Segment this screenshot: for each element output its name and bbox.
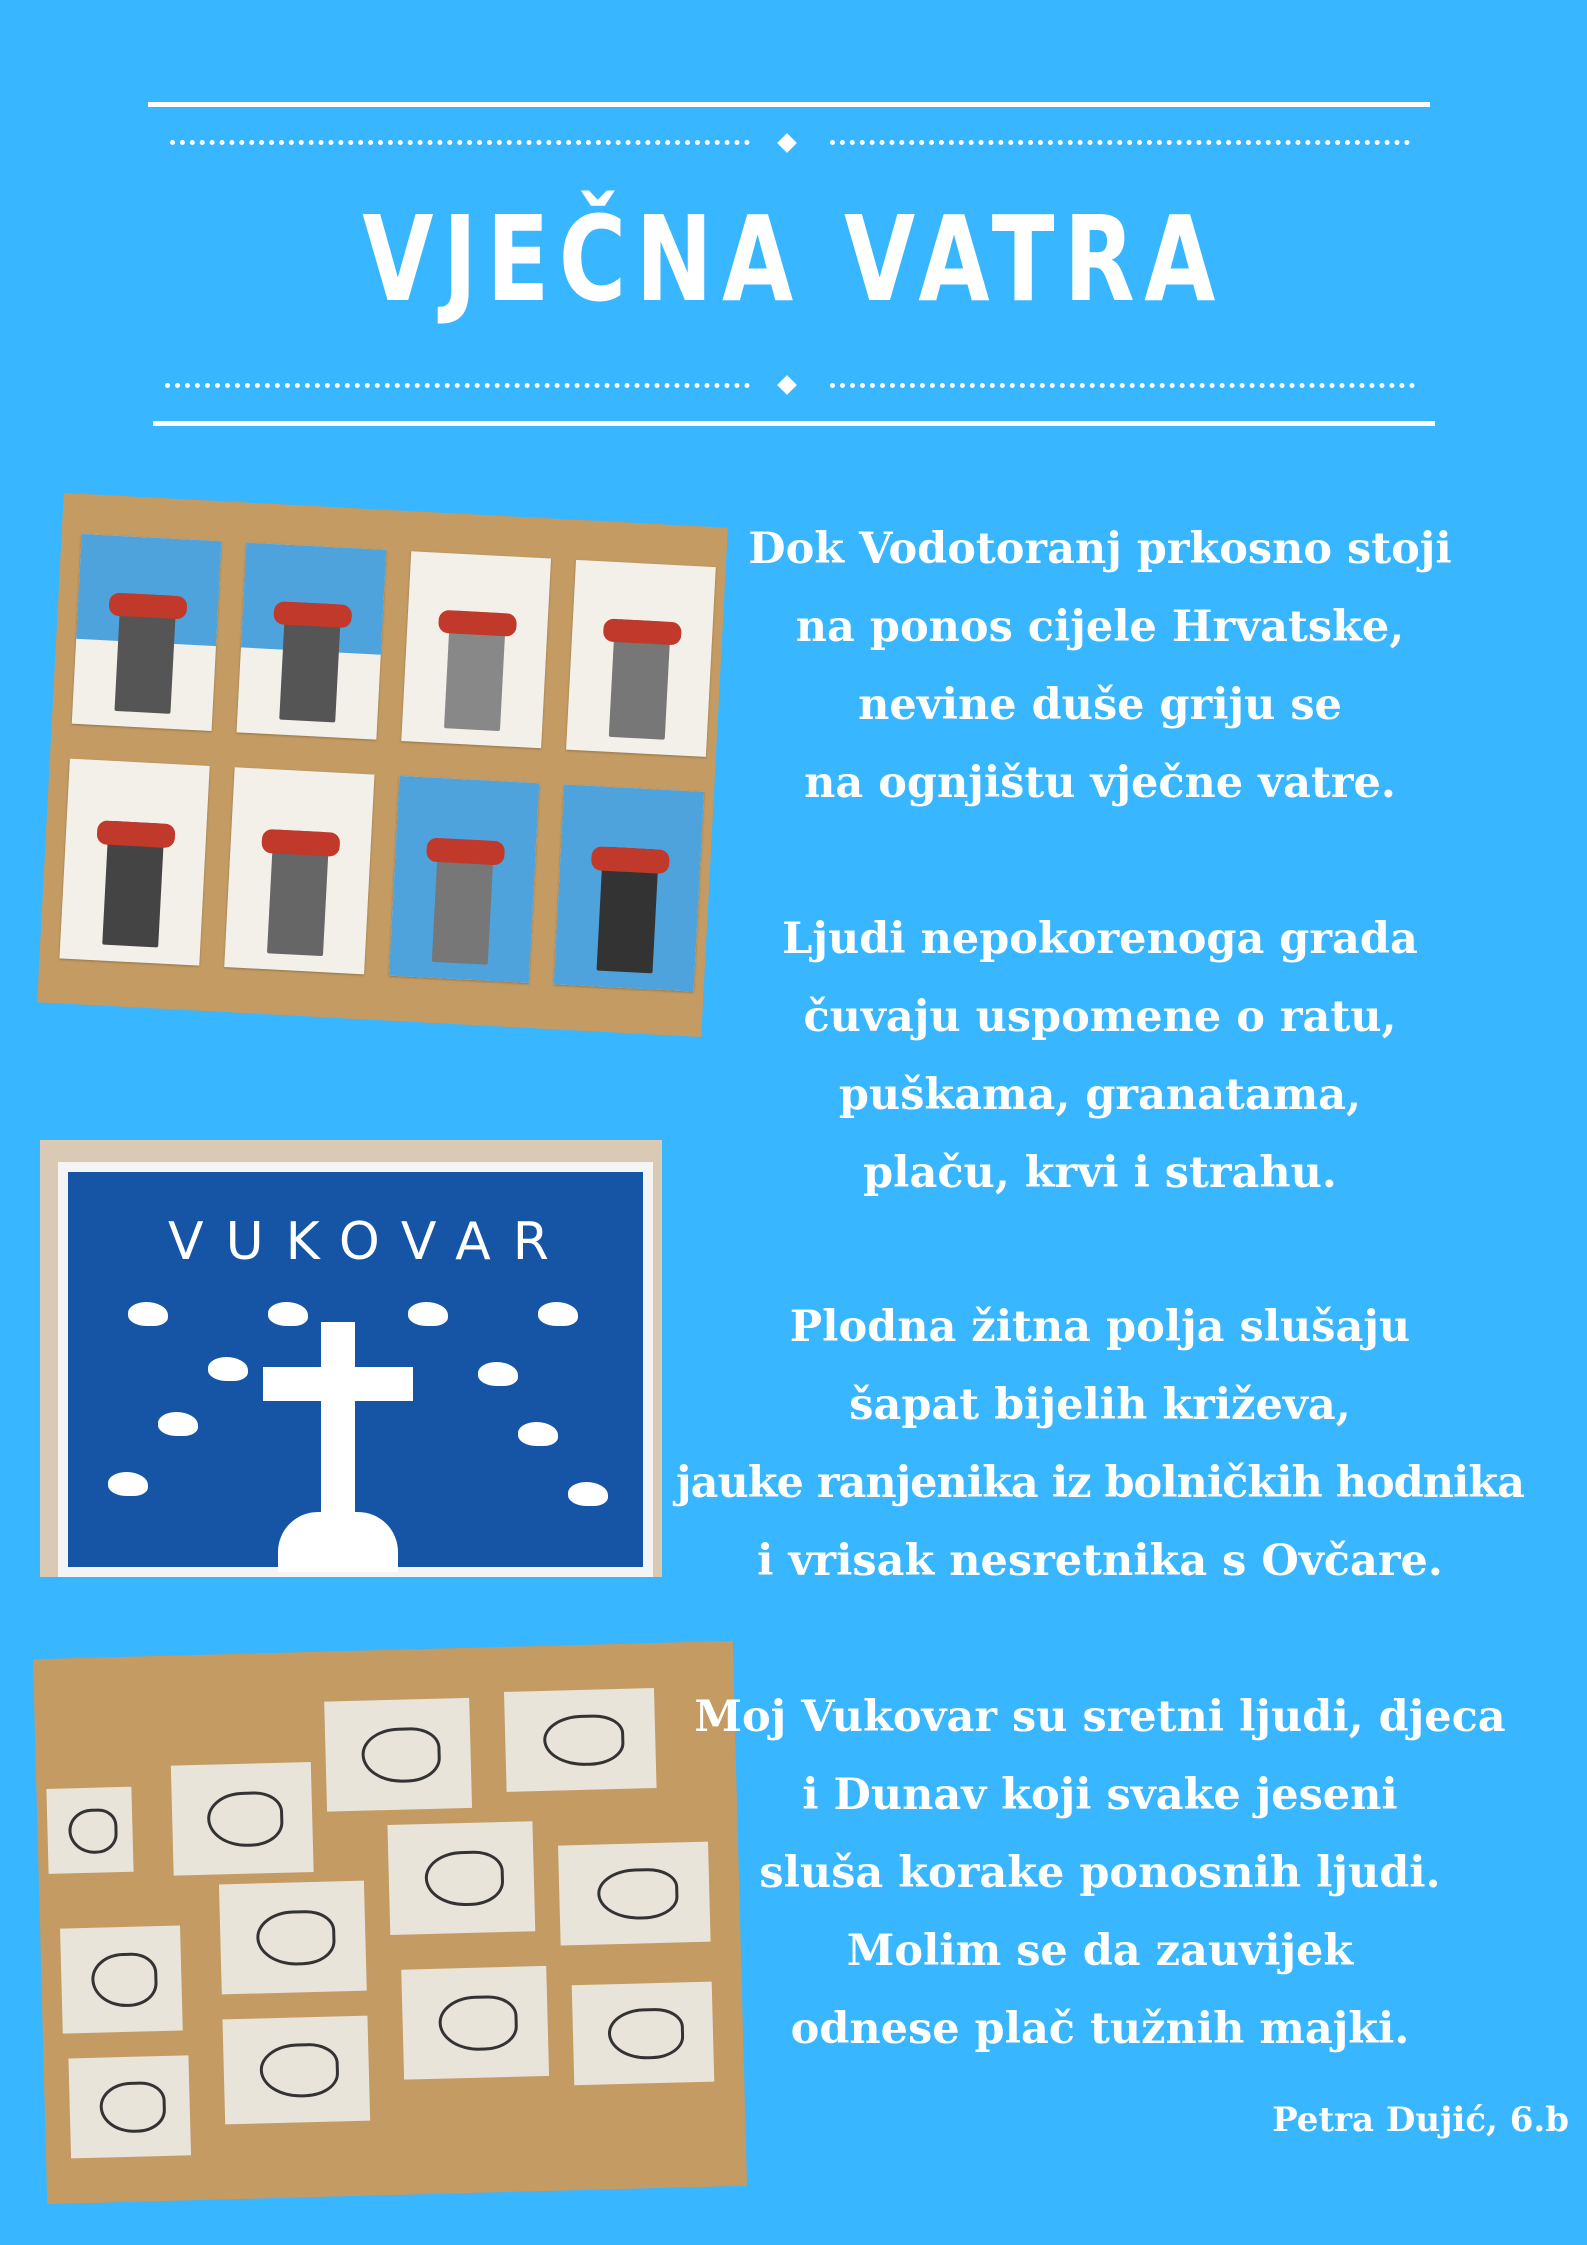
painting — [389, 776, 539, 983]
painting — [59, 759, 209, 966]
poem-line: i vrisak nesretnika s Ovčare. — [757, 1536, 1443, 1586]
dove-icon — [538, 1302, 578, 1326]
poem-line: odnese plač tužnih majki. — [790, 2004, 1410, 2054]
header-top-dots-left — [170, 140, 750, 145]
poem-line: nevine duše griju se — [858, 680, 1342, 730]
poem-line: šapat bijelih križeva, — [849, 1380, 1351, 1430]
painting — [72, 534, 222, 731]
header-top-dots-right — [830, 140, 1410, 145]
sketch — [387, 1821, 535, 1935]
dove-icon — [408, 1302, 448, 1326]
vukovar-poster — [58, 1162, 653, 1577]
poem-line: sluša korake ponosnih ljudi. — [759, 1848, 1441, 1898]
poster-text: VUKOVAR — [168, 1212, 571, 1272]
sketch — [46, 1787, 133, 1874]
poem-line: Dok Vodotoranj prkosno stoji — [748, 524, 1452, 574]
page-title: VJEČNA VATRA — [362, 190, 1225, 328]
dove-icon — [158, 1412, 198, 1436]
dove-icon — [268, 1302, 308, 1326]
poem-line: i Dunav koji svake jeseni — [802, 1770, 1398, 1820]
poem-line: na ognjištu vječne vatre. — [804, 758, 1396, 808]
header-top-diamond-icon — [777, 133, 797, 153]
dove-icon — [208, 1357, 248, 1381]
header-bottom-diamond-icon — [777, 375, 797, 395]
dove-icon — [128, 1302, 168, 1326]
sketch — [60, 1925, 183, 2033]
poem-stanza-2 — [660, 900, 1540, 1212]
poem-line: na ponos cijele Hrvatske, — [795, 602, 1405, 652]
sketch — [222, 2016, 370, 2125]
painting — [237, 543, 387, 740]
poem-stanza-3 — [660, 1288, 1540, 1600]
header-bottom-dots-right — [830, 383, 1415, 388]
dove-icon — [478, 1362, 518, 1386]
sketch — [324, 1698, 472, 1812]
poem-stanza-1 — [660, 510, 1540, 822]
photo-bird-sketches — [33, 1641, 747, 2204]
painting — [224, 767, 374, 974]
author-signature: Petra Dujić, 6.b — [1272, 2100, 1569, 2140]
poem-line: jauke ranjenika iz bolničkih hodnika — [676, 1458, 1524, 1508]
dove-icon — [108, 1472, 148, 1496]
header-bottom-rule — [153, 421, 1435, 426]
poem-line: puškama, granatama, — [838, 1070, 1362, 1120]
poem-line: Moj Vukovar su sretni ljudi, djeca — [694, 1692, 1506, 1742]
sketch — [401, 1966, 549, 2080]
sketch — [219, 1881, 367, 1995]
painting — [401, 551, 551, 748]
dove-icon — [568, 1482, 608, 1506]
sketch — [68, 2055, 191, 2158]
sketch — [171, 1762, 314, 1876]
photo-tower-paintings — [37, 493, 728, 1037]
header-top-rule — [148, 102, 1430, 107]
photo-vukovar-poster — [40, 1140, 662, 1577]
poem-stanza-4 — [660, 1678, 1540, 2068]
header-bottom-dots-left — [165, 383, 750, 388]
poem-line: Plodna žitna polja slušaju — [789, 1302, 1411, 1352]
sketch — [504, 1688, 657, 1792]
poem-line: čuvaju uspomene o ratu, — [803, 992, 1397, 1042]
poem-line: plaču, krvi i strahu. — [863, 1148, 1337, 1198]
poem-line: Molim se da zauvijek — [846, 1926, 1354, 1976]
dove-icon — [518, 1422, 558, 1446]
cross-icon — [321, 1322, 355, 1542]
poem-line: Ljudi nepokorenoga grada — [782, 914, 1418, 964]
